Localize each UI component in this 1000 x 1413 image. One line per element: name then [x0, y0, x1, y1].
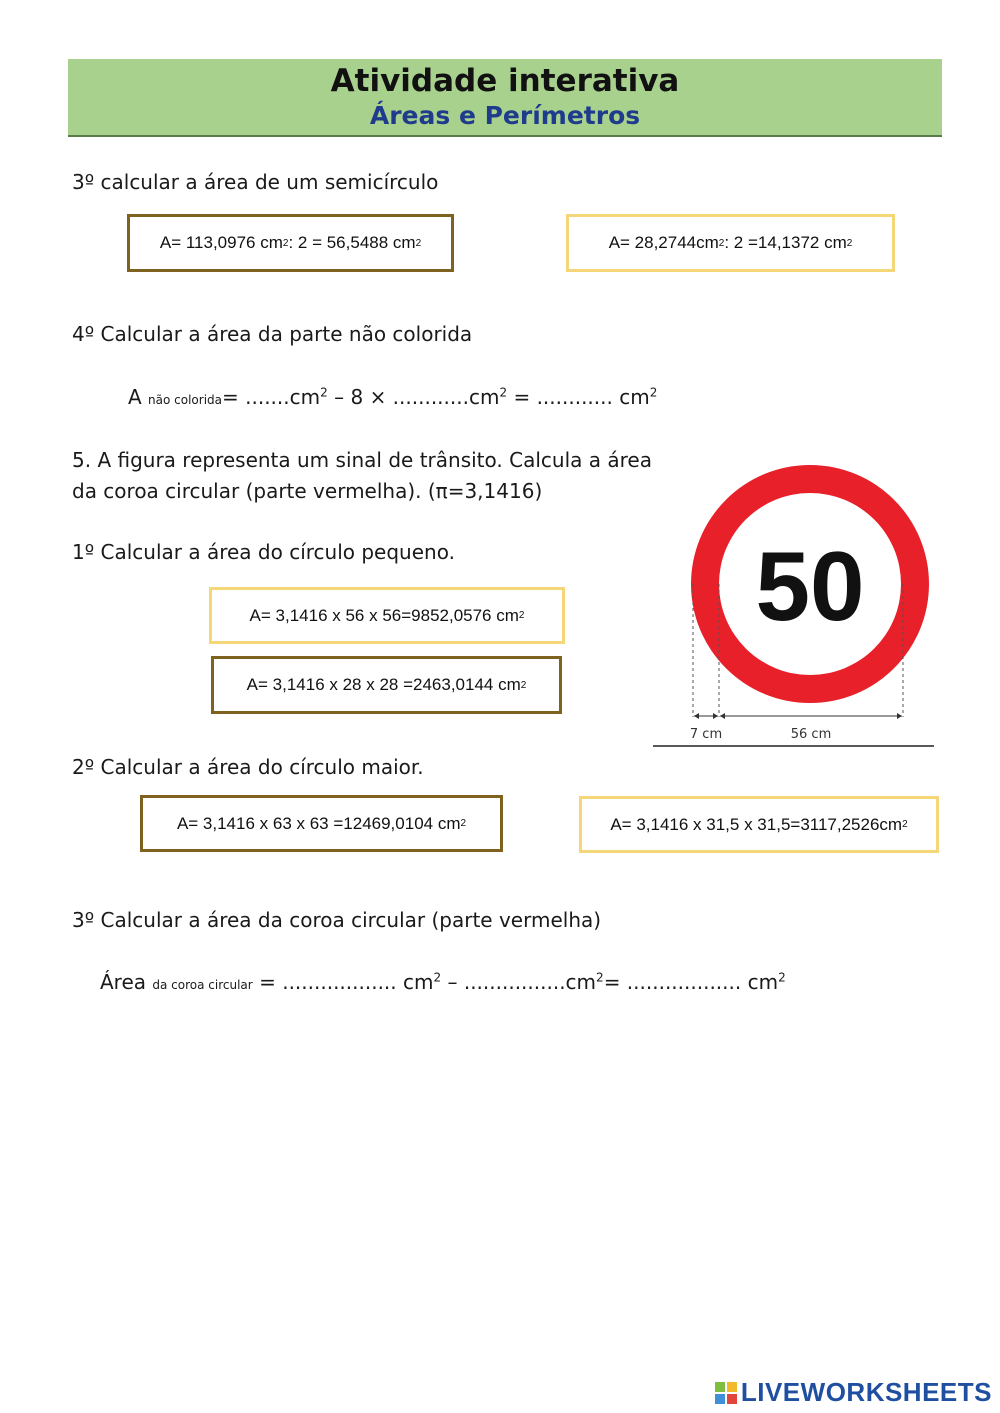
formula-text: – ................cm [441, 970, 597, 994]
option-text: : 2 = 56,5488 cm [288, 233, 416, 252]
exponent: 2 [499, 385, 508, 400]
exponent: 2 [596, 970, 604, 985]
option-text: A= 3,1416 x 28 x 28 =2463,0144 cm [246, 675, 521, 694]
exponent: 2 [282, 237, 289, 249]
option-text: : 2 =14,1372 cm [724, 233, 847, 252]
exponent: 2 [902, 819, 908, 830]
formula-text: – 8 × ............cm [327, 385, 500, 409]
crown-heading: 3º Calcular a área da coroa circular (parte vermelha) [72, 908, 602, 932]
large-circle-option-a[interactable] [140, 795, 503, 852]
speed-limit-sign-figure [653, 460, 935, 750]
exponent: 2 [846, 237, 853, 249]
formula-subscript: não colorida [148, 393, 223, 407]
exponent: 2 [718, 237, 725, 249]
formula-text: Área [100, 970, 153, 994]
page-title: Atividade interativa [330, 63, 680, 99]
option-text: A= 3,1416 x 56 x 56=9852,0576 cm [249, 605, 519, 625]
exponent: 2 [649, 385, 658, 400]
ring-width-label: 7 cm [689, 727, 723, 742]
option-text: A= 28,2744cm [608, 233, 719, 252]
formula-text: = ............ cm [507, 385, 650, 409]
speed-limit-sign-icon [653, 460, 935, 750]
exponent: 2 [433, 970, 442, 985]
formula-text: A [128, 385, 149, 409]
small-circle-heading: 1º Calcular a área do círculo pequeno. [72, 540, 455, 564]
exponent: 2 [518, 610, 525, 621]
formula-text: = .......cm [222, 385, 321, 409]
exponent: 2 [460, 818, 467, 829]
semicircle-option-b[interactable] [566, 214, 895, 272]
crown-formula[interactable] [100, 970, 786, 994]
inner-diameter-label: 56 cm [790, 727, 832, 742]
exponent: 2 [415, 237, 422, 249]
liveworksheets-brand [715, 1377, 992, 1408]
small-circle-option-b[interactable] [211, 656, 562, 714]
exponent: 2 [520, 679, 527, 691]
page-subtitle: Áreas e Perímetros [369, 101, 641, 130]
option-text: A= 113,0976 cm [159, 233, 283, 252]
brand-name: LIVEWORKSHEETS [740, 1377, 992, 1407]
formula-text: = .................. cm [252, 970, 434, 994]
uncolored-heading: 4º Calcular a área da parte não colorida [72, 322, 473, 346]
large-circle-heading: 2º Calcular a área do círculo maior. [72, 755, 424, 779]
exponent: 2 [320, 385, 328, 400]
large-circle-option-b[interactable] [579, 796, 939, 853]
problem-statement-line1: 5. A figura representa um sinal de trânsito. Calcula a área [72, 448, 652, 472]
problem-statement-line2: da coroa circular (parte vermelha). (π=3,1416) [72, 479, 543, 503]
option-text: A= 3,1416 x 63 x 63 =12469,0104 cm [176, 813, 461, 833]
title-banner [68, 59, 942, 137]
uncolored-formula[interactable] [128, 385, 657, 409]
option-text: A= 3,1416 x 31,5 x 31,5=3117,2526cm [610, 814, 903, 834]
semicircle-heading: 3º calcular a área de um semicírculo [72, 170, 439, 194]
speed-value: 50 [755, 531, 865, 641]
formula-subscript: da coroa circular [152, 978, 253, 992]
formula-text: = .................. cm [603, 970, 779, 994]
semicircle-option-a[interactable] [127, 214, 454, 272]
liveworksheets-logo-icon [715, 1382, 737, 1404]
small-circle-option-a[interactable] [209, 587, 565, 644]
exponent: 2 [778, 970, 786, 985]
